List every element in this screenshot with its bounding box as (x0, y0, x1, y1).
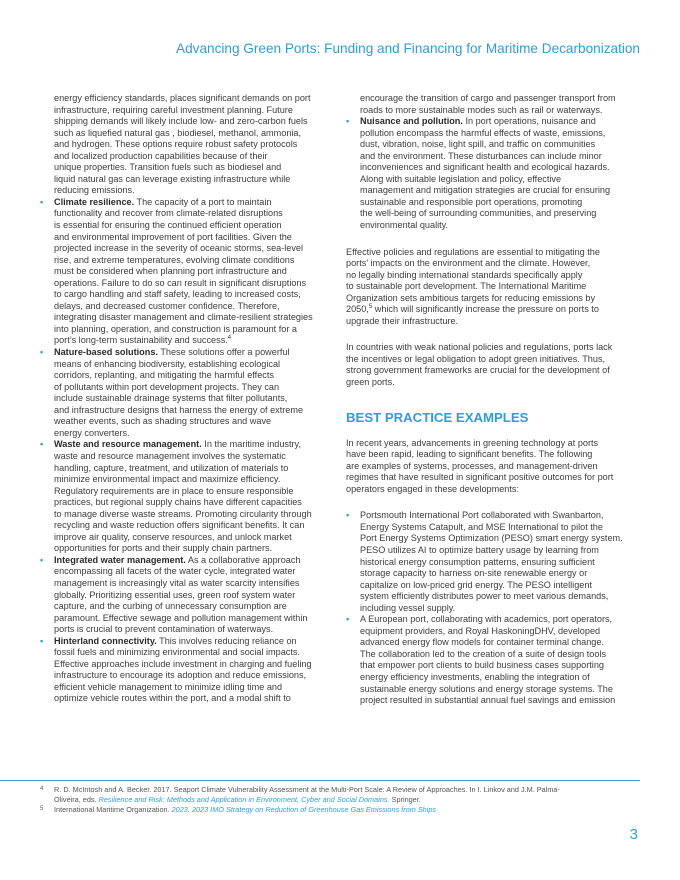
footnote-link[interactable]: Resilience and Risk: Methods and Application in Environment, Cyber and Social Domains. (98, 795, 390, 805)
text-line: globally. Prioritizing essential uses, green roof system water (54, 589, 296, 600)
footnote-ref-5[interactable]: 5 (368, 304, 373, 311)
text-line: efficient vehicle management to minimize idling time and (54, 681, 283, 692)
paragraph-line: infrastructure, requiring careful investment planning. Future (54, 104, 293, 115)
text-line: infrastructure to encourage its adoption and reduce emissions, (54, 670, 307, 681)
bullet-text: port’s long-term sustainability and success. (54, 335, 228, 346)
text-line: sustainable energy solutions and energy storage systems. The (360, 683, 613, 694)
paragraph-text: upgrade their infrastructure. (346, 315, 459, 326)
text-line: encompassing all facets of the water cycle, integrated water (54, 566, 296, 577)
text-line: In recent years, advancements in greening technology at ports (346, 437, 599, 448)
text-line: paramount. Effective sewage and pollution management within (54, 612, 308, 623)
text-line: optimize vehicle routes within the port, and a modal shift to (54, 693, 291, 704)
bullet-body (360, 510, 643, 614)
bullet-text: The capacity of a port to maintain (134, 196, 272, 207)
text-line: system efficiently distributes power to meet various demands, (360, 591, 609, 602)
text-line: fossil fuels and minimizing environmental and social impacts. (54, 647, 300, 658)
text-line: the well-being of surrounding communities, and preserving (360, 208, 597, 219)
bullet-text: As a collaborative approach (185, 554, 301, 565)
footnote-5 (40, 805, 640, 815)
footnote-text: R. D. McIntosh and A. Becker. 2017. Seaport Climate Vulnerability Assessment at the Multi-Port Scale: A Review of Approaches. In I. Linkov and J.M. Palma- (54, 785, 560, 794)
bullet-body (360, 128, 643, 232)
text-line: Energy Systems Catapult, and MSE International to pilot the (360, 521, 603, 532)
text-line: Organization sets ambitious targets for reducing emissions by (346, 292, 596, 303)
paragraph-line: and localized production capabilities because of their (54, 150, 268, 161)
text-line: into planning, operation, and construction is paramount for a (54, 323, 297, 334)
text-line: waste and resource management involves the systematic (54, 450, 286, 461)
footnote-divider (0, 780, 640, 781)
bullet-hinterland-connectivity (40, 636, 340, 705)
text-line: functionality and recover from climate-related disruptions (54, 208, 283, 219)
bullet-european-port-example (346, 614, 643, 706)
footnote-ref-4[interactable]: 4 (227, 335, 232, 342)
text-line: capitalize on low-priced grid energy. The PESO intelligent (360, 579, 592, 590)
text-line: that empower port clients to build business cases supporting (360, 660, 604, 671)
text-line: strong government frameworks are crucial for the development of (346, 365, 610, 376)
bullet-text: In the maritime industry, (201, 439, 301, 450)
text-line: to sustainable port development. The International Maritime (346, 281, 587, 292)
paragraph-line: reducing emissions. (54, 185, 135, 196)
text-line: regimes that have resulted in significant positive outcomes for port (346, 472, 614, 483)
text-line: are examples of systems, processes, and management-driven (346, 460, 598, 471)
recent-advancements-paragraph (346, 438, 643, 496)
text-line: rise, and extreme temperatures, evolving climate conditions (54, 254, 295, 265)
text-line: capture, and the curbing of unnecessary consumption are (54, 601, 287, 612)
bullet-waste-resource-management (40, 439, 340, 554)
bullet-text: In port operations, nuisance and (462, 116, 596, 127)
footnote-4 (40, 785, 640, 805)
text-line: integrating disaster management and climate-resilient strategies (54, 312, 313, 323)
text-line: Port Energy Systems Optimization (PESO) smart energy system. (360, 533, 623, 544)
text-line: inconveniences and significant health and ecological hazards. (360, 162, 610, 173)
text-line: Along with suitable legislation and policy, effective (360, 173, 562, 184)
text-line: delays, and decreased customer confidence. Therefore, (54, 300, 280, 311)
paragraph-text: which will significantly increase the pressure on ports to (372, 304, 599, 315)
text-line: means of enhancing biodiversity, establishing ecological (54, 358, 281, 369)
text-line: green ports. (346, 377, 395, 388)
left-column (40, 93, 340, 705)
paragraph-text: 2050, (346, 304, 369, 315)
text-line: must be considered when planning port infrastructure and (54, 266, 287, 277)
text-line: ports’ impacts on the environment and the climate. However, (346, 258, 591, 269)
footnote-number: 5 (40, 806, 44, 813)
text-line: improve air quality, conserve resources, and unlock market (54, 531, 292, 542)
text-line: practices, but regional supply chains have different capacities (54, 497, 302, 508)
text-line: energy converters. (54, 427, 130, 438)
bullet-term: Nature-based solutions. (54, 347, 158, 358)
text-line: Effective policies and regulations are essential to mitigating the (346, 246, 600, 257)
text-line: corridors, replanting, and mitigating the harmful effects (54, 370, 274, 381)
text-line: and infrastructure designs that harness the energy of extreme (54, 404, 304, 415)
weak-policies-paragraph (346, 342, 643, 388)
text-line: including vessel supply. (360, 602, 456, 613)
bullet-term: Climate resilience. (54, 196, 135, 207)
text-line: to manage diverse waste streams. Promoting circularity through (54, 508, 312, 519)
text-line: no legally binding international standards specifically apply (346, 269, 583, 280)
text-line: of pollutants within port development projects. They can (54, 381, 280, 392)
bullet-term: Hinterland connectivity. (54, 635, 157, 646)
footnote-text: Springer. (389, 795, 421, 805)
bullet-body (54, 566, 340, 635)
paragraph-line: energy efficiency standards, places significant demands on port (54, 93, 311, 103)
bullet-nuisance-pollution (346, 116, 643, 231)
text-line: operators engaged in these developments: (346, 483, 519, 494)
paragraph-line: and hydrogen. These options require robust safety protocols (54, 139, 298, 150)
text-line: minimize environmental impact and maximize efficiency. (54, 474, 281, 485)
text-line: advanced energy flow models for container terminal change. (360, 637, 604, 648)
bullet-text: These solutions offer a powerful (157, 347, 290, 358)
text-line: storage capacity to harness on-site renewable energy or (360, 568, 588, 579)
text-line: the incentives or legal obligation to adopt green initiatives. Thus, (346, 353, 606, 364)
footnote-number: 4 (40, 786, 44, 792)
text-line: operations. Failure to do so can result in significant disruptions (54, 277, 307, 288)
footnote-text: Oliveira, eds. (54, 795, 99, 805)
hinterland-continuation (346, 93, 643, 116)
text-line: In countries with weak national policies and regulations, ports lack (346, 342, 613, 353)
text-line: sustainable and responsible port operations, promoting (360, 196, 583, 207)
paragraph-line: unique properties. Transition fuels such as biodiesel and (54, 162, 282, 173)
intro-paragraph (40, 93, 340, 197)
text-line: management and mitigation strategies are crucial for ensuring (360, 185, 611, 196)
bullet-body (54, 647, 340, 705)
text-line: equipment providers, and Royal HaskoningDHV, developed (360, 625, 601, 636)
text-line: have been rapid, leading to significant benefits. The following (346, 449, 593, 460)
bullet-integrated-water-management (40, 555, 340, 636)
text-line: handling, capture, treatment, and utilization of materials to (54, 462, 289, 473)
text-line: pollution encompass the harmful effects of waste, emissions, (360, 127, 606, 138)
text-line: weather events, such as shading structures and wave (54, 416, 272, 427)
text-line: to cargo handling and staff safety, leading to increased costs, (54, 289, 301, 300)
text-line: environmental quality. (360, 220, 449, 231)
footnotes (40, 785, 640, 816)
text-line: The collaboration led to the creation of a suite of design tools (360, 648, 607, 659)
bullet-portsmouth-example (346, 510, 643, 614)
text-line: Effective approaches include investment in charging and fueling (54, 658, 312, 669)
text-line: recycling and waste reduction offers significant benefits. It can (54, 520, 305, 531)
paragraph-line: shipping demands will likely include low- and zero-carbon fuels (54, 116, 308, 127)
paragraph-body (346, 247, 643, 305)
bullet-term: Integrated water management. (54, 554, 186, 565)
bullet-body (54, 208, 340, 335)
footnote-link[interactable]: 2023. 2023 IMO Strategy on Reduction of Greenhouse Gas Emissions from Ships (171, 805, 437, 815)
bullet-climate-resilience (40, 197, 340, 347)
text-line: • A European port, collaborating with academics, port operators, (360, 614, 643, 626)
section-heading: BEST PRACTICE EXAMPLES (346, 409, 529, 425)
text-line: roads to more sustainable modes such as rail or waterways. (360, 104, 603, 115)
text-line: • Portsmouth International Port collaborated with Swanbarton, (360, 510, 643, 522)
text-line: project resulted in substantial annual fuel savings and emission (360, 695, 616, 706)
page-number: 3 (629, 826, 638, 843)
text-line: energy efficiency investments, enabling the integration of (360, 671, 590, 682)
paragraph-line: such as liquefied natural gas , biodiesel, methanol, ammonia, (54, 127, 302, 138)
bullet-body (54, 359, 340, 440)
policy-paragraph (346, 247, 643, 328)
text-line: and the environment. These disturbances can include minor (360, 150, 602, 161)
bullet-term: Waste and resource management. (54, 439, 202, 450)
text-line: and environmental improvement of port facilities. Given the (54, 231, 292, 242)
text-line: management is increasingly vital as water scarcity intensifies (54, 577, 300, 588)
bullet-body (54, 451, 340, 555)
paragraph-line: liquid natural gas can leverage existing infrastructure while (54, 173, 291, 184)
text-line: include sustainable drainage systems that filter pollutants, (54, 393, 288, 404)
bullet-text: This involves reducing reliance on (156, 635, 297, 646)
text-line: Regulatory requirements are in place to ensure responsible (54, 485, 294, 496)
text-line: encourage the transition of cargo and passenger transport from (360, 93, 616, 103)
running-header-title: Advancing Green Ports: Funding and Financing for Maritime Decarbonization (176, 41, 640, 56)
text-line: is essential for ensuring the continued efficient operation (54, 220, 282, 231)
footnote-text: International Maritime Organization. (54, 805, 172, 815)
text-line: historical energy consumption patterns, ensuring sufficient (360, 556, 595, 567)
text-line: dust, vibration, noise, light spill, and traffic on communities (360, 139, 596, 150)
right-column (346, 93, 643, 707)
text-line: opportunities for ports and their supply chain partners. (54, 543, 273, 554)
text-line: ports is crucial to prevent contamination of waterways. (54, 624, 274, 635)
bullet-body (360, 614, 643, 706)
text-line: projected increase in the severity of oceanic storms, sea-level (54, 243, 304, 254)
bullet-term: Nuisance and pollution. (360, 116, 463, 127)
bullet-nature-based-solutions (40, 347, 340, 439)
text-line: PESO utilizes AI to optimize battery usage by learning from (360, 544, 599, 555)
